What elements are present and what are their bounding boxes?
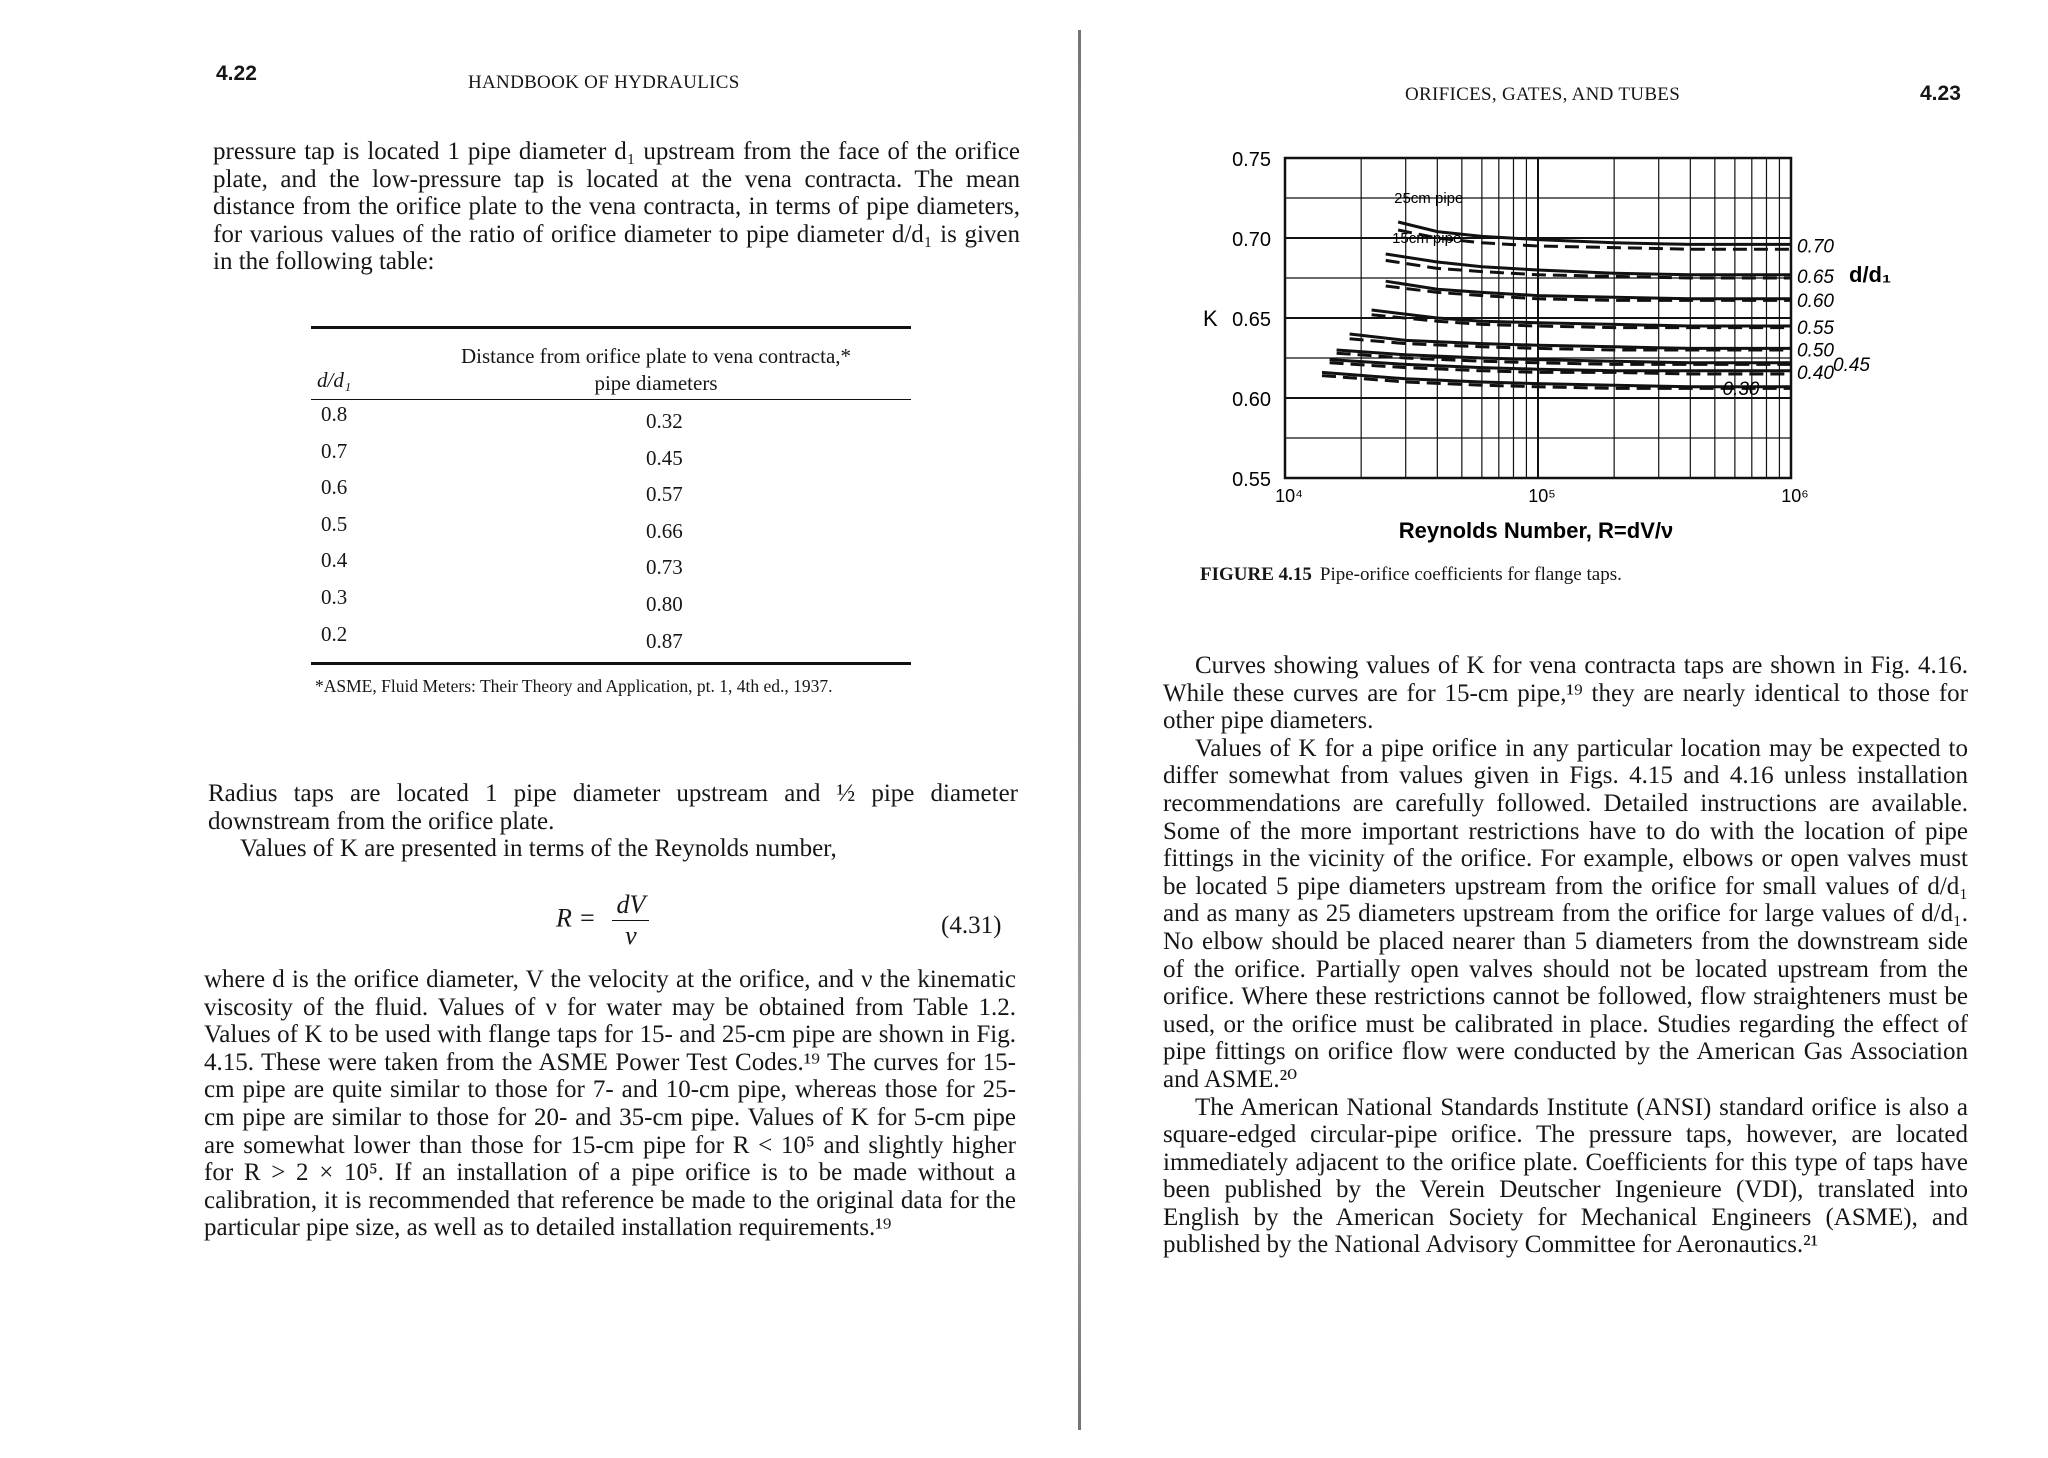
paragraph-2: Values of K for a pipe orifice in any particular location may be expected to differ somewhat from values given in Figs. 4.15 and 4.16 unless installation recommendations are carefully followed. Detailed instructions are available. Some of the more important restrictions have to do with the location of pipe fittings in the vicinity of the orifice. For example, elbows or open valves must be located 5 pipe diameters upstream from the orifice for small values of d/d₁ and as many as 25 diameters upstream from the orifice for large values of d/d₁. No elbow should be placed nearer than 5 diameters from the downstream side of the orifice. Partially open valves should not be located upstream from the orifice. Where these restrictions cannot be followed, flow straighteners must be used, or the orifice must be calibrated in place. Studies regarding the effect of pipe fittings on orifice flow were conducted by the American Gas Association and ASME.²⁰ (1163, 734, 1968, 1093)
chart-grid (1285, 158, 1791, 478)
series-end-label: 0.70 (1797, 236, 1834, 258)
table-cell-ratio: 0.4 (321, 548, 348, 573)
equation-numerator: dV (612, 890, 649, 921)
series-end-label: 0.60 (1797, 290, 1834, 312)
table-footnote: *ASME, Fluid Meters: Their Theory and Application, pt. 1, 4th ed., 1937. (315, 676, 833, 696)
series-end-label: 0.50 (1797, 340, 1834, 362)
intro-paragraph (213, 138, 1020, 276)
table-row (311, 510, 911, 547)
chart-svg (1185, 140, 1945, 560)
x-tick-label: 10⁴ (1275, 486, 1303, 506)
equation-4-31 (556, 890, 649, 951)
equation-fraction (612, 890, 649, 951)
x-axis-label: Reynolds Number, R=dV/ν (1398, 518, 1674, 543)
table-cell-distance: 0.80 (646, 591, 683, 616)
page-number-right: 4.23 (1920, 82, 1961, 105)
where-paragraph-text: where d is the orifice diameter, V the velocity at the orifice, and ν the kinematic viscosity of the fluid. Values of ν for water may be obtained from Table 1.2. Values of K to be used with flange taps for 15- and 25-cm pipe are shown in Fig. 4.15. These were taken from the ASME Power Test Codes.¹⁹ The curves for 15-cm pipe are quite similar to those for 7- and 10-cm pipe, whereas those for 25-cm pipe are similar to those for 20- and 35-cm pipe. Values of K for 5-cm pipe are somewhat lower than those for 15-cm pipe for R < 10⁵ and slightly higher for R > 2 × 10⁵. If an installation of a pipe orifice is to be made without a calibration, it is recommended that reference be made to the original data for the particular pipe size, as well as to detailed installation requirements.¹⁹ (204, 966, 1016, 1242)
table-cell-ratio: 0.5 (321, 511, 348, 536)
table-row (311, 437, 911, 474)
figure-4-15-chart (1185, 140, 1945, 560)
table-cell-distance: 0.87 (646, 628, 683, 653)
table-row (311, 473, 911, 510)
equation-lhs: R = (556, 903, 596, 933)
table-cell-distance: 0.73 (646, 555, 683, 580)
vena-contracta-table (311, 326, 911, 665)
series-line (1350, 334, 1791, 348)
paragraph-3: The American National Standards Institute (ANSI) standard orifice is also a square-edged circular-pipe orifice. The pressure taps, however, are located immediately adjacent to the orifice plate. Coefficients for this type of taps have been published by the Verein Deutscher Ingenieure (VDI), translated into English by the American Society for Mechanical Engineers (ASME), and published by the National Advisory Committee for Aeronautics.²¹ (1163, 1093, 1968, 1259)
table-header (311, 329, 911, 399)
ratio-symbol: d/d₁ (1849, 262, 1892, 287)
reynolds-intro: Values of K are presented in terms of the Reynolds number, (240, 835, 837, 863)
table-cell-distance: 0.45 (646, 445, 683, 470)
table-cell-ratio: 0.6 (321, 475, 348, 500)
y-tick-label: 0.60 (1232, 389, 1271, 411)
table-cell-ratio: 0.2 (321, 621, 348, 646)
running-head: HANDBOOK OF HYDRAULICS (468, 72, 740, 93)
figure-caption (1200, 564, 1622, 586)
pipe-label-15cm: 15cm pipe (1392, 229, 1462, 247)
radius-paragraph: Radius taps are located 1 pipe diameter upstream and ½ pipe diameter downstream from the orifice plate. (208, 780, 1018, 835)
chart-series (1322, 222, 1791, 388)
y-axis-label: K (1203, 306, 1218, 331)
table-cell-ratio: 0.7 (321, 438, 348, 463)
series-end-label: 0.40 (1797, 362, 1834, 384)
table-row (311, 620, 911, 657)
equation-number: (4.31) (941, 912, 1002, 939)
table-row (311, 400, 911, 437)
intro-paragraph-text: pressure tap is located 1 pipe diameter d₁ upstream from the face of the orifice plate, and the low-pressure tap is located at the vena contracta. The mean distance from the orifice plate to the vena contracta, in terms of pipe diameters, for various values of the ratio of orifice diameter to pipe diameter d/d₁ is given in the following table: (213, 138, 1020, 276)
right-body (1163, 652, 1968, 1259)
table-cell-distance: 0.66 (646, 518, 683, 543)
radius-taps-section (208, 780, 1018, 863)
y-tick-label: 0.75 (1232, 149, 1271, 171)
equation-denominator: ν (625, 921, 637, 950)
table-body (311, 400, 911, 656)
table-header-distance: Distance from orifice plate to vena contracta,* pipe diameters (460, 344, 852, 395)
page-number: 4.22 (216, 62, 257, 85)
table-row (311, 583, 911, 620)
table-header-ratio: d/d₁ (317, 368, 352, 392)
table-cell-distance: 0.32 (646, 409, 683, 433)
figure-label: FIGURE 4.15 (1200, 564, 1312, 585)
series-line (1386, 254, 1791, 275)
where-paragraph (204, 966, 1016, 1242)
series-end-label: 0.30 (1722, 378, 1760, 400)
x-tick-label: 10⁶ (1781, 486, 1809, 506)
table-cell-ratio: 0.3 (321, 584, 348, 609)
table-row (311, 546, 911, 583)
table-cell-ratio: 0.8 (321, 402, 348, 426)
table-bottom-rule (311, 662, 911, 665)
x-tick-label: 10⁵ (1528, 486, 1556, 506)
table-cell-distance: 0.57 (646, 482, 683, 507)
y-tick-label: 0.65 (1232, 309, 1271, 331)
figure-caption-text: Pipe-orifice coefficients for flange taps. (1319, 564, 1622, 585)
paragraph-1: Curves showing values of K for vena contracta taps are shown in Fig. 4.16. While these curves are for 15-cm pipe,¹⁹ they are nearly identical to those for other pipe diameters. (1163, 652, 1968, 735)
series-line (1386, 281, 1791, 299)
y-tick-label: 0.70 (1232, 229, 1271, 251)
series-line (1337, 350, 1791, 363)
running-head-right: ORIFICES, GATES, AND TUBES (1405, 84, 1681, 105)
pipe-label-25cm: 25cm pipe (1394, 189, 1464, 207)
series-end-label: 0.55 (1797, 318, 1834, 339)
book-gutter (1078, 30, 1081, 1430)
y-tick-label: 0.55 (1232, 469, 1271, 491)
series-end-label: 0.45 (1833, 354, 1870, 376)
series-end-label: 0.65 (1797, 266, 1834, 288)
